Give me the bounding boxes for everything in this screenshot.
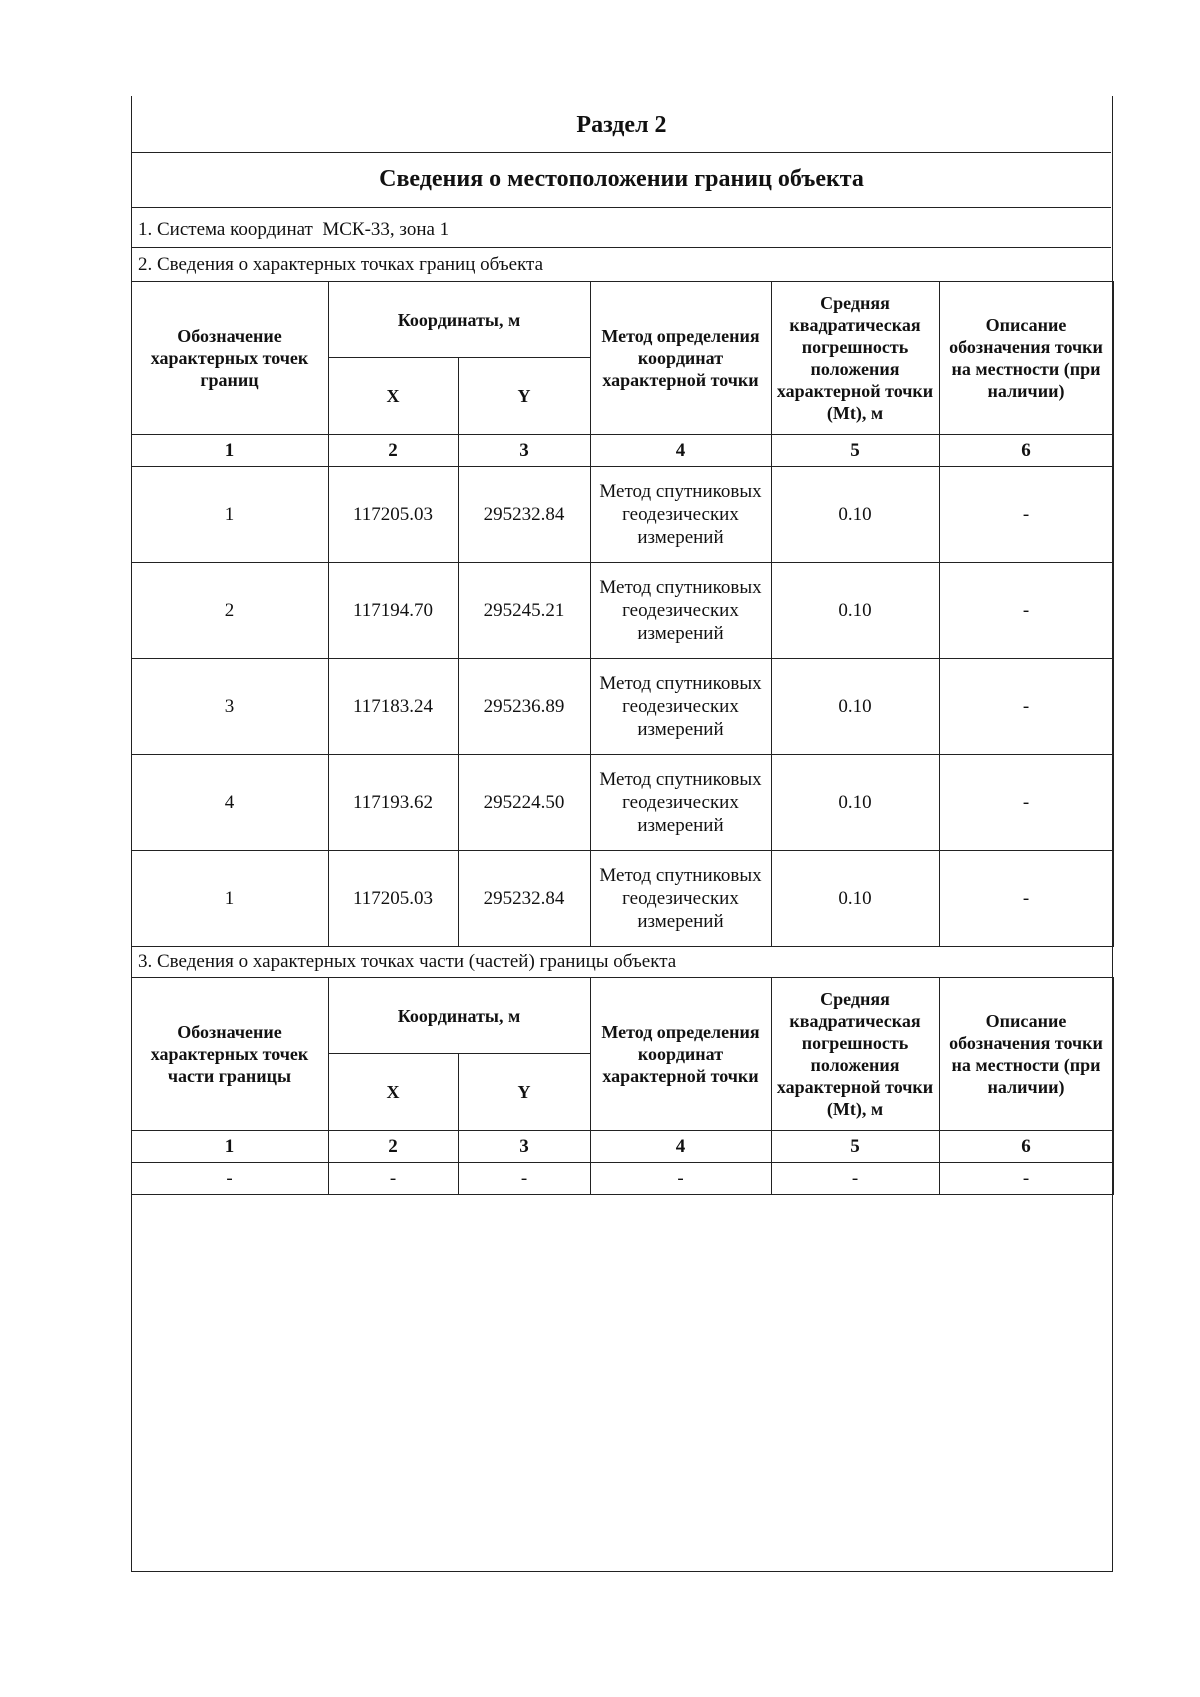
column-number: 3 xyxy=(458,435,590,467)
column-number: 6 xyxy=(939,1131,1113,1163)
coord-y: 295232.84 xyxy=(458,851,590,947)
parts-table xyxy=(131,977,1114,1195)
coord-system-line xyxy=(138,218,449,242)
table-row xyxy=(131,755,1113,851)
header-method: Метод определения координат характерной точки xyxy=(590,282,771,435)
mt-error: 0.10 xyxy=(771,467,939,563)
mt-error: 0.10 xyxy=(771,755,939,851)
mt-error: - xyxy=(771,1163,939,1195)
divider xyxy=(132,247,1111,248)
column-number: 6 xyxy=(939,435,1113,467)
point-id: 2 xyxy=(131,563,328,659)
document-frame xyxy=(131,96,1113,1572)
description: - xyxy=(939,467,1113,563)
main-title: Сведения о местоположении границ объекта xyxy=(379,166,864,192)
coord-x: 117205.03 xyxy=(328,467,458,563)
column-number: 1 xyxy=(131,1131,328,1163)
coord-y: 295232.84 xyxy=(458,467,590,563)
coord-system-value: МСК-33, зона 1 xyxy=(322,219,450,240)
parts-heading: 3. Сведения о характерных точках части (частей) границы объекта xyxy=(138,951,677,972)
point-id: 4 xyxy=(131,755,328,851)
points-heading: 2. Сведения о характерных точках границ объекта xyxy=(138,254,544,275)
table-row xyxy=(131,467,1113,563)
mt-error: 0.10 xyxy=(771,563,939,659)
table-row xyxy=(131,851,1113,947)
coord-x: 117205.03 xyxy=(328,851,458,947)
header-error: Средняя квадратическая погрешность положения характерной точки (Mt), м xyxy=(771,978,939,1131)
header-x: X xyxy=(328,358,458,435)
description: - xyxy=(939,755,1113,851)
coord-x: 117194.70 xyxy=(328,563,458,659)
description: - xyxy=(939,851,1113,947)
header-x: X xyxy=(328,1054,458,1131)
header-designation: Обозначение характерных точек части границы xyxy=(131,978,328,1131)
point-id: 1 xyxy=(131,851,328,947)
mt-error: 0.10 xyxy=(771,659,939,755)
method: Метод спутниковых геодезических измерений xyxy=(590,563,771,659)
table-row xyxy=(131,1163,1113,1195)
coord-x: 117193.62 xyxy=(328,755,458,851)
header-description: Описание обозначения точки на местности (при наличии) xyxy=(939,282,1113,435)
coord-y: - xyxy=(458,1163,590,1195)
point-id: 1 xyxy=(131,467,328,563)
header-coords: Координаты, м xyxy=(328,978,590,1054)
method: Метод спутниковых геодезических измерений xyxy=(590,755,771,851)
section-title: Раздел 2 xyxy=(576,112,667,138)
coord-x: - xyxy=(328,1163,458,1195)
divider xyxy=(132,207,1111,208)
description: - xyxy=(939,659,1113,755)
mt-error: 0.10 xyxy=(771,851,939,947)
table-row xyxy=(131,659,1113,755)
description: - xyxy=(939,563,1113,659)
coord-y: 295245.21 xyxy=(458,563,590,659)
header-coords: Координаты, м xyxy=(328,282,590,358)
divider xyxy=(132,152,1111,153)
column-number: 4 xyxy=(590,435,771,467)
point-id: - xyxy=(131,1163,328,1195)
header-y: Y xyxy=(458,358,590,435)
header-method: Метод определения координат характерной точки xyxy=(590,978,771,1131)
method: - xyxy=(590,1163,771,1195)
method: Метод спутниковых геодезических измерений xyxy=(590,659,771,755)
column-number: 4 xyxy=(590,1131,771,1163)
column-number: 2 xyxy=(328,1131,458,1163)
table-row xyxy=(131,563,1113,659)
point-id: 3 xyxy=(131,659,328,755)
column-number: 2 xyxy=(328,435,458,467)
column-number: 5 xyxy=(771,435,939,467)
points-table xyxy=(131,281,1114,947)
method: Метод спутниковых геодезических измерений xyxy=(590,851,771,947)
coord-x: 117183.24 xyxy=(328,659,458,755)
column-number: 1 xyxy=(131,435,328,467)
column-number: 5 xyxy=(771,1131,939,1163)
header-error: Средняя квадратическая погрешность положения характерной точки (Mt), м xyxy=(771,282,939,435)
description: - xyxy=(939,1163,1113,1195)
coord-y: 295236.89 xyxy=(458,659,590,755)
column-number: 3 xyxy=(458,1131,590,1163)
coord-y: 295224.50 xyxy=(458,755,590,851)
header-y: Y xyxy=(458,1054,590,1131)
header-description: Описание обозначения точки на местности (при наличии) xyxy=(939,978,1113,1131)
coord-system-label: 1. Система координат xyxy=(138,219,313,240)
header-designation: Обозначение характерных точек границ xyxy=(131,282,328,435)
method: Метод спутниковых геодезических измерений xyxy=(590,467,771,563)
